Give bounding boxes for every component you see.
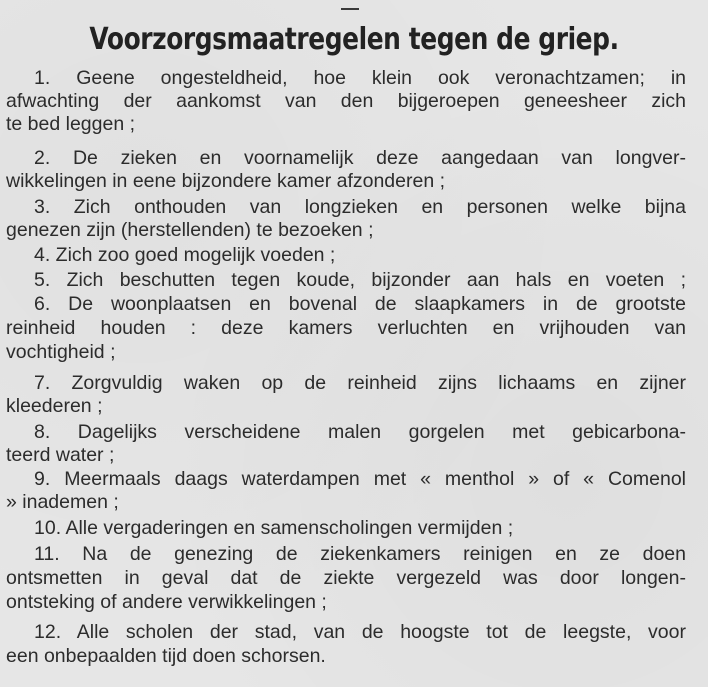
text-line: 12. Alle scholen der stad, van de hoogste tot de leegste, voor xyxy=(34,621,686,643)
text-line: ontsteking of andere verwikkelingen ; xyxy=(6,591,327,613)
text-line: kleederen ; xyxy=(6,395,103,417)
text-line: 6. De woonplaatsen en bovenal de slaapkamers in de grootste xyxy=(34,293,686,315)
text-line: een onbepaalden tijd doen schorsen. xyxy=(6,645,326,667)
text-line: 11. Na de genezing de ziekenkamers reinigen en ze doen xyxy=(34,543,686,565)
text-line: ontsmetten in geval dat de ziekte vergezeld was door longen- xyxy=(6,567,686,589)
text-line: 8. Dagelijks verscheidene malen gorgelen met gebicarbona- xyxy=(34,421,686,443)
text-line: genezen zijn (herstellenden) te bezoeken ; xyxy=(6,219,374,241)
text-line: 7. Zorgvuldig waken op de reinheid zijns lichaams en zijner xyxy=(34,372,686,394)
text-line: 10. Alle vergaderingen en samenscholingen vermijden ; xyxy=(34,517,514,539)
text-line: te bed leggen ; xyxy=(6,113,136,135)
text-line: » inademen ; xyxy=(6,491,119,513)
article-title: Voorzorgsmaatregelen tegen de griep. xyxy=(89,22,619,57)
text-line: 5. Zich beschutten tegen koude, bijzonder aan hals en voeten ; xyxy=(34,269,686,291)
text-line: afwachting der aankomst van den bijgeroepen geneesheer zich xyxy=(6,90,686,112)
text-line: reinheid houden : deze kamers verluchten en vrijhouden van xyxy=(6,317,686,339)
text-line: vochtigheid ; xyxy=(6,341,116,363)
text-line: 9. Meermaals daags waterdampen met « menthol » of « Comenol xyxy=(34,468,686,490)
text-line: wikkelingen in eene bijzondere kamer afzonderen ; xyxy=(6,170,446,192)
text-line: 4. Zich zoo goed mogelijk voeden ; xyxy=(34,244,336,266)
top-rule xyxy=(341,8,359,10)
text-line: 2. De zieken en voornamelijk deze aangedaan van longver- xyxy=(34,147,686,169)
text-line: 3. Zich onthouden van longzieken en personen welke bijna xyxy=(34,196,686,218)
text-line: teerd water ; xyxy=(6,444,115,466)
text-line: 1. Geene ongesteldheid, hoe klein ook veronachtzamen; in xyxy=(34,67,686,89)
